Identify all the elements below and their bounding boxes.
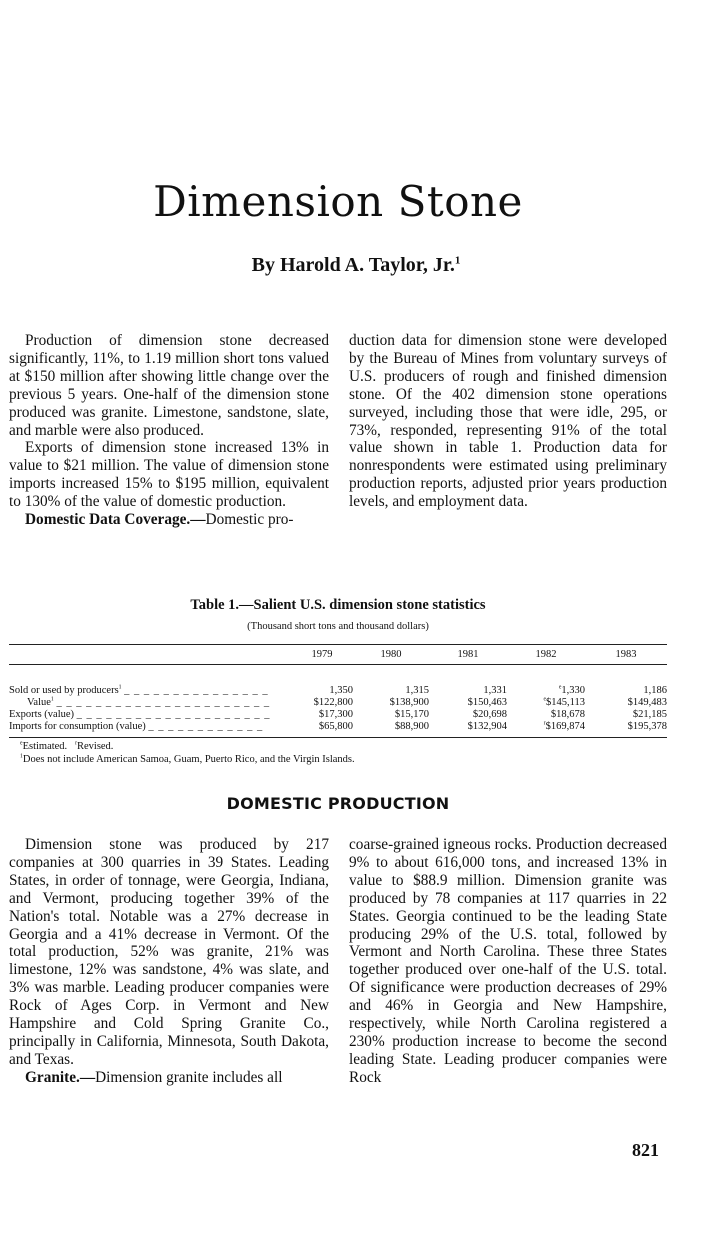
intro-paragraph-3 <box>9 511 329 529</box>
table-header-row <box>9 645 667 665</box>
table-cell: $65,800 <box>291 721 353 738</box>
table-header-year: 1982 <box>507 645 585 665</box>
estimated-mark: e <box>558 684 562 691</box>
table-header-year: 1979 <box>291 645 353 665</box>
byline-text: By Harold A. Taylor, Jr. <box>251 254 455 276</box>
table-cell: $150,463 <box>467 697 507 708</box>
page-number: 821 <box>632 1140 659 1160</box>
intro-paragraph-1: Production of dimension stone decreased significantly, 11%, to 1.19 million short tons valued at $150 million after showing little change over the previous 5 years. One-half of the dimension stone produced was granite. Limestone, sandstone, slate, and marble were also produced. <box>9 332 329 439</box>
table-cell: $^e$1,330 <box>558 684 585 696</box>
table-header-label <box>9 645 291 665</box>
table-cell: $195,378 <box>585 721 667 738</box>
table-row <box>9 721 667 738</box>
domestic-paragraph-1: Dimension stone was produced by 217 companies at 300 quarries in 39 States. Leading States, in order of tonnage, were Georgia, Indiana, and Vermont, producing together 39% of the Nation's total. Notable was a 27% decrease in Georgia and a 41% decrease in Vermont. Of the total production, 52% was granite, 21% was limestone, 12% was sandstone, 4% was slate, and 3% was marble. Leading producer companies were Rock of Ages Corp. in Vermont and New Hampshire and Cold Spring Granite Co., principally in California, Minnesota, South Dakota, and Texas. <box>9 836 329 1068</box>
table-footnotes <box>20 740 355 766</box>
data-coverage-continued: duction data for dimension stone were developed by the Bureau of Mines from voluntary surveys of U.S. producers of rough and finished dimension stone. Of the 402 dimension stone operations surveyed, including those that were idle, 295, or 73%, responded, representing 91% of the total value shown in table 1. Production data for nonrespondents were estimated using preliminary production reports, adjusted prior years production levels, and employment data. <box>349 332 667 511</box>
table-cell: $21,185 <box>632 709 667 720</box>
domestic-left-column <box>9 836 329 1087</box>
table-cell: $149,483 <box>627 697 667 708</box>
table-header-year: 1983 <box>585 645 667 665</box>
revised-mark: r <box>543 720 546 727</box>
footnote-estimated-revised: $^e$Estimated. $^r$Revised. <box>20 740 114 752</box>
row-label: Sold or used by producers$^1$ _ _ _ _ _ _ _ _ _ _ _ _ _ _ _ <box>9 684 269 696</box>
row-label: Imports for consumption (value) _ _ _ _ _ _ _ _ _ _ _ _ <box>9 721 291 738</box>
table-cell: $20,698 <box>472 709 507 720</box>
intro-left-column <box>9 332 329 529</box>
byline-footnote-mark: 1 <box>454 254 461 267</box>
table-cell: 1,331 <box>483 685 507 696</box>
table-row <box>9 709 667 721</box>
data-coverage-heading: Domestic Data Coverage.— <box>25 511 206 529</box>
table-cell: 1,186 <box>643 685 667 696</box>
intro-right-column <box>349 332 667 511</box>
domestic-right-column <box>349 836 667 1087</box>
table-cell: $122,800 <box>313 697 353 708</box>
table-cell: $18,678 <box>550 709 585 720</box>
table-cell: $17,300 <box>318 709 353 720</box>
salient-statistics-table <box>9 644 667 738</box>
estimated-mark: e <box>543 696 546 703</box>
row-label: Exports (value) _ _ _ _ _ _ _ _ _ _ _ _ _ _ _ _ _ _ _ _ <box>9 709 271 720</box>
intro-paragraph-2: Exports of dimension stone increased 13% in value to $21 million. The value of dimension stone imports increased 15% to $195 million, equivalent to 130% of the value of domestic production. <box>9 439 329 511</box>
table-cell: $88,900 <box>353 721 429 738</box>
row-label: Value$^1$ _ _ _ _ _ _ _ _ _ _ _ _ _ _ _ _ _ _ _ _ _ _ <box>27 696 271 708</box>
table-row <box>9 665 667 698</box>
granite-start: Dimension granite includes all <box>95 1068 283 1086</box>
table-caption: Table 1.—Salient U.S. dimension stone statistics <box>190 597 486 613</box>
table-cell: $15,170 <box>394 709 429 720</box>
table-header-year: 1981 <box>429 645 507 665</box>
table-header-year: 1980 <box>353 645 429 665</box>
table-cell: $^r$\$169,874 <box>507 721 585 738</box>
table-cell: $138,900 <box>389 697 429 708</box>
granite-heading: Granite.— <box>25 1068 96 1086</box>
granite-continued: coarse-grained igneous rocks. Production decreased 9% to about 616,000 tons, and increased 13% in value to $88.9 million. Dimension granite was produced by 78 companies at 117 quarries in 22 States. Georgia continued to be the leading State producing 29% of the U.S. total, followed by Vermont and North Carolina. These three States together produced over one-half of the U.S. total. Of significance were production decreases of 29% and 46% in Georgia and New Hampshire, respectively, while North Carolina registered a 230% production increase to become the second leading State. Leading producer companies were Rock <box>349 836 667 1086</box>
table-cell: 1,350 <box>329 685 353 696</box>
author-byline <box>0 254 712 277</box>
table-cell: $132,904 <box>429 721 507 738</box>
table-cell: 1,315 <box>405 685 429 696</box>
data-coverage-start: Domestic pro- <box>205 511 294 529</box>
footnote-1: $^1$Does not include American Samoa, Guam, Puerto Rico, and the Virgin Islands. <box>20 753 355 765</box>
table-cell: $^e$\$145,113 <box>543 696 585 708</box>
table-subcaption: (Thousand short tons and thousand dollars) <box>247 621 429 632</box>
domestic-production-heading: DOMESTIC PRODUCTION <box>226 794 450 813</box>
page-title: Dimension Stone <box>153 177 523 226</box>
granite-paragraph <box>9 1069 329 1087</box>
table-row <box>9 697 667 709</box>
